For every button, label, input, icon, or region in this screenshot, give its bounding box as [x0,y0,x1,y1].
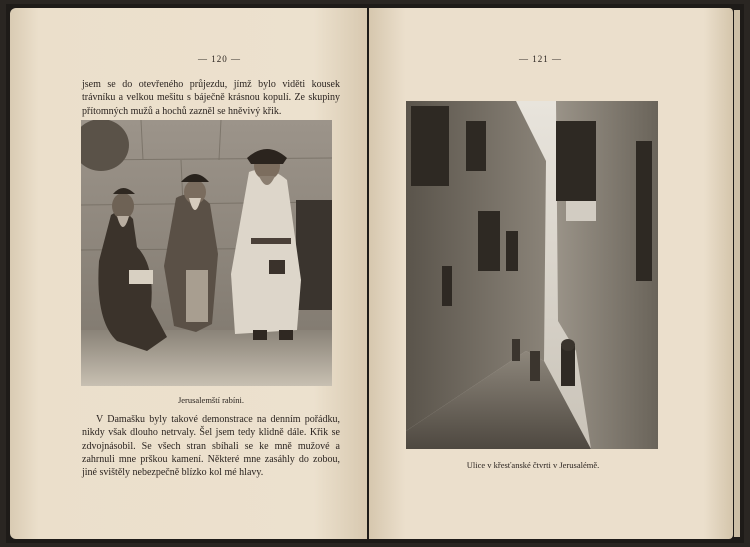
left-paragraph-2: V Damašku byly takové demonstrace na denním pořádku, nikdy však dlouho netrvaly. Šel jsem tedy klidně dále. Křik se zdvojnásobil. Se všech stran sbíhali se ke mně mužové a zahrnuli mne prškou kamení. Některé mne zasáhly do zobou, jiné svištěly nebezpečně blízko kol mé hlavy. [82,414,340,479]
rabbis-photo-caption: Jerusalemští rabíni. [177,395,245,405]
left-page [10,8,367,539]
right-page [369,8,733,539]
rabbis-photo [81,120,332,386]
open-book [6,4,744,543]
left-paragraph-1: jsem se do otevřeného průjezdu, jímž bylo viděti kousek trávníku a velkou mešitu s báječně krásnou kopulí. Ze skupiny přítomných mužů a hochů zazněl se hněvivý křik. [82,79,340,117]
page-number-right: — 121 — [519,54,562,64]
street-photo-caption: Ulice v křesťanské čtvrti v Jerusalémě. [466,460,600,470]
page-number-left: — 120 — [198,54,241,64]
page-edge [734,10,740,537]
street-photo [406,101,658,449]
